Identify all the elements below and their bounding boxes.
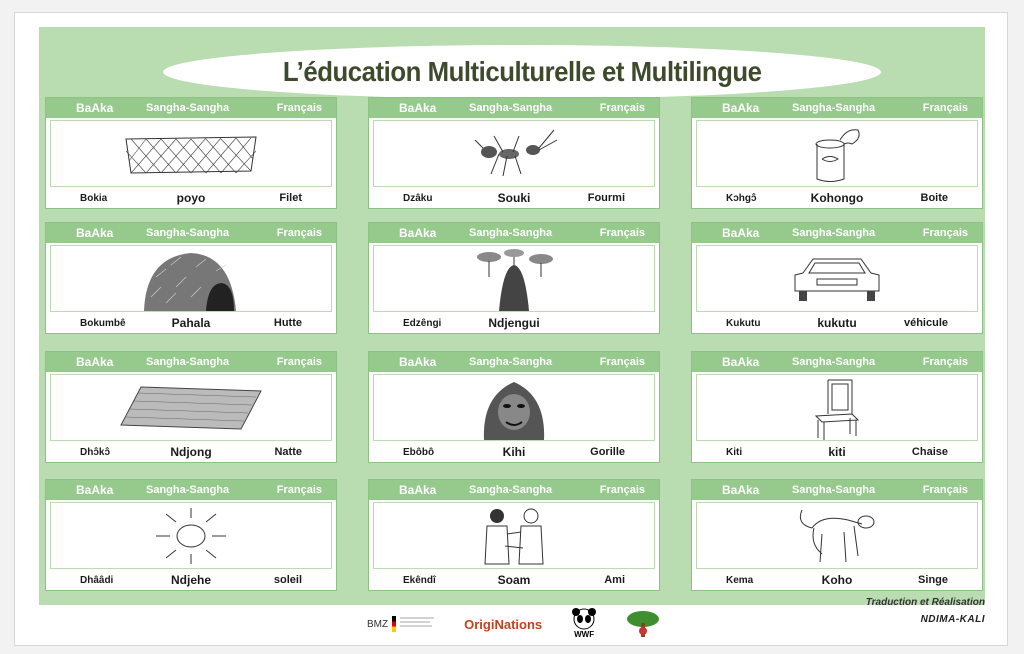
card-footer — [369, 442, 659, 462]
card-footer — [692, 188, 982, 208]
card-footer — [692, 313, 982, 333]
bmz-text: BMZ — [367, 618, 389, 630]
card-header — [692, 480, 982, 500]
header-francais: Français — [599, 227, 645, 239]
header-francais: Français — [276, 356, 322, 368]
ndima-kali-logo — [626, 609, 660, 639]
header-baaka: BaAka — [399, 226, 437, 240]
word-francais: Gorille — [590, 446, 625, 458]
card-header — [369, 98, 659, 118]
card-fourmi — [368, 97, 660, 209]
card-footer — [369, 188, 659, 208]
word-francais: Fourmi — [587, 192, 625, 204]
header-baaka: BaAka — [76, 483, 114, 497]
car-icon — [696, 245, 978, 312]
card-vehicule — [691, 222, 983, 334]
word-baaka: Dzâku — [403, 192, 433, 204]
card-footer — [692, 442, 982, 462]
word-baaka: Edzêngi — [403, 317, 442, 329]
spirit-icon — [373, 245, 655, 312]
header-baaka: BaAka — [722, 483, 760, 497]
card-header — [369, 223, 659, 243]
card-filet — [45, 97, 337, 209]
word-baaka: Kema — [726, 574, 754, 586]
header-sangha: Sangha-Sangha — [146, 356, 230, 368]
card-header — [369, 352, 659, 372]
word-francais: Ami — [604, 574, 625, 586]
card-gorille — [368, 351, 660, 463]
word-francais: Hutte — [273, 317, 302, 329]
card-footer — [46, 313, 336, 333]
card-boite — [691, 97, 983, 209]
page-title: L’éducation Multiculturelle et Multilingue — [282, 56, 762, 87]
word-baaka: Kukutu — [726, 317, 761, 329]
header-baaka: BaAka — [399, 101, 437, 115]
card-natte — [45, 351, 337, 463]
can-icon — [696, 120, 978, 187]
header-baaka: BaAka — [722, 226, 760, 240]
header-baaka: BaAka — [722, 101, 760, 115]
card-hutte — [45, 222, 337, 334]
word-sangha: Pahala — [171, 316, 211, 330]
word-sangha: Soam — [497, 573, 531, 587]
header-francais: Français — [599, 102, 645, 114]
partner-logos — [367, 607, 660, 641]
header-sangha: Sangha-Sangha — [792, 356, 876, 368]
card-footer — [46, 570, 336, 590]
word-baaka: Kiti — [726, 446, 743, 458]
poster — [14, 12, 1008, 646]
word-sangha: Kohongo — [810, 191, 864, 205]
card-footer — [692, 570, 982, 590]
header-baaka: BaAka — [399, 355, 437, 369]
word-francais: véhicule — [903, 317, 948, 329]
card-header — [692, 98, 982, 118]
word-francais: Singe — [918, 574, 948, 586]
originations-logo — [464, 617, 542, 632]
net-icon — [50, 120, 332, 187]
word-sangha: Ndjehe — [170, 573, 211, 587]
wwf-logo — [570, 608, 598, 640]
card-header — [46, 352, 336, 372]
card-header — [46, 223, 336, 243]
bmz-fine-print — [400, 616, 436, 632]
word-sangha: kiti — [828, 445, 846, 459]
card-footer — [46, 442, 336, 462]
card-soleil — [45, 479, 337, 591]
header-sangha: Sangha-Sangha — [469, 227, 553, 239]
header-sangha: Sangha-Sangha — [469, 484, 553, 496]
card-header — [692, 223, 982, 243]
card-header — [46, 480, 336, 500]
mat-icon — [50, 374, 332, 441]
word-francais: Filet — [279, 192, 302, 204]
word-sangha: Kihi — [502, 445, 526, 459]
header-sangha: Sangha-Sangha — [792, 484, 876, 496]
card-singe — [691, 479, 983, 591]
word-baaka: Bokia — [80, 192, 108, 204]
word-baaka: Bokumbê — [80, 317, 126, 329]
card-footer — [369, 313, 659, 333]
gorilla-icon — [373, 374, 655, 441]
originations-text: OrigiNations — [464, 616, 543, 632]
credits-line2: NDIMA-KALI — [920, 614, 985, 625]
header-francais: Français — [599, 484, 645, 496]
header-sangha: Sangha-Sangha — [146, 484, 230, 496]
header-francais: Français — [922, 484, 968, 496]
header-sangha: Sangha-Sangha — [792, 102, 876, 114]
word-baaka: Dhââdi — [80, 574, 114, 586]
header-sangha: Sangha-Sangha — [146, 102, 230, 114]
panda-icon — [571, 608, 597, 630]
friends-icon — [373, 502, 655, 569]
card-footer — [369, 570, 659, 590]
header-baaka: BaAka — [76, 101, 114, 115]
card-ndjengui — [368, 222, 660, 334]
title-banner — [163, 45, 881, 99]
sun-icon — [50, 502, 332, 569]
word-sangha: Souki — [497, 191, 531, 205]
word-francais: soleil — [273, 574, 302, 586]
word-sangha: Ndjong — [170, 445, 212, 459]
word-baaka: Ebôbô — [403, 446, 435, 458]
header-sangha: Sangha-Sangha — [469, 102, 553, 114]
header-francais: Français — [922, 227, 968, 239]
card-footer — [46, 188, 336, 208]
german-flag-icon — [392, 616, 396, 632]
card-header — [46, 98, 336, 118]
green-panel — [39, 27, 985, 605]
credits-line1: Traduction et Réalisation — [865, 597, 985, 608]
header-francais: Français — [599, 356, 645, 368]
header-sangha: Sangha-Sangha — [469, 356, 553, 368]
card-header — [692, 352, 982, 372]
word-francais: Chaise — [911, 446, 948, 458]
header-francais: Français — [922, 356, 968, 368]
header-sangha: Sangha-Sangha — [146, 227, 230, 239]
header-francais: Français — [276, 227, 322, 239]
card-header — [369, 480, 659, 500]
bmz-logo — [367, 616, 436, 632]
word-baaka: Dhɔ̂kɔ̂ — [80, 446, 111, 458]
header-baaka: BaAka — [722, 355, 760, 369]
chair-icon — [696, 374, 978, 441]
word-francais: Natte — [274, 446, 302, 458]
ant-icon — [373, 120, 655, 187]
header-francais: Français — [276, 484, 322, 496]
word-baaka: Kɔhgɔ̂ — [726, 192, 757, 204]
card-chaise — [691, 351, 983, 463]
header-francais: Français — [276, 102, 322, 114]
header-baaka: BaAka — [399, 483, 437, 497]
word-sangha: poyo — [176, 191, 206, 205]
word-baaka: Ekêndî — [403, 574, 436, 586]
word-francais: Boite — [920, 192, 948, 204]
wwf-text: WWF — [574, 630, 595, 639]
word-sangha: kukutu — [817, 316, 857, 330]
word-sangha: Koho — [821, 573, 853, 587]
header-francais: Français — [922, 102, 968, 114]
header-baaka: BaAka — [76, 355, 114, 369]
credits — [866, 597, 985, 625]
header-baaka: BaAka — [76, 226, 114, 240]
card-ami — [368, 479, 660, 591]
word-sangha: Ndjengui — [488, 316, 540, 330]
monkey-icon — [696, 502, 978, 569]
header-sangha: Sangha-Sangha — [792, 227, 876, 239]
hut-icon — [50, 245, 332, 312]
